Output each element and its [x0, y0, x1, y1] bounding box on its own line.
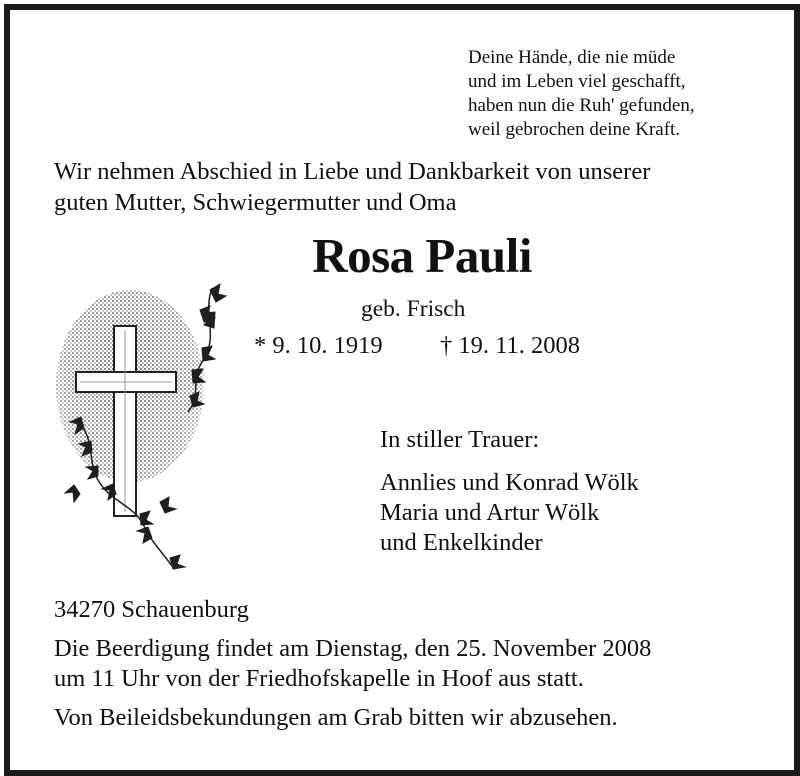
funeral-line: Die Beerdigung findet am Dienstag, den 25. November 2008: [54, 635, 652, 662]
funeral-details: [54, 634, 651, 694]
poem-line: Deine Hände, die nie müde: [468, 47, 676, 68]
poem-line: und im Leben viel geschafft,: [468, 71, 686, 92]
funeral-line: um 11 Uhr von der Friedhofskapelle in Hoof aus statt.: [54, 665, 584, 692]
mourning-heading: In stiller Trauer:: [380, 426, 540, 453]
maiden-name: geb. Frisch: [361, 296, 466, 322]
intro-line: Wir nehmen Abschied in Liebe und Dankbarkeit von unserer: [54, 158, 651, 185]
location: 34270 Schauenburg: [54, 596, 249, 623]
mourner-entry: Maria und Artur Wölk: [380, 499, 600, 526]
poem-verse: [468, 46, 695, 142]
cross-with-ivy-icon: [52, 276, 232, 580]
condolence-note: Von Beileidsbekundungen am Grab bitten wir abzusehen.: [54, 704, 618, 731]
death-date: † 19. 11. 2008: [440, 332, 580, 359]
farewell-intro: [54, 156, 650, 218]
poem-line: haben nun die Ruh' gefunden,: [468, 95, 695, 116]
deceased-name: Rosa Pauli: [312, 228, 532, 283]
intro-line: guten Mutter, Schwiegermutter und Oma: [54, 189, 457, 216]
poem-line: weil gebrochen deine Kraft.: [468, 119, 681, 140]
mourner-entry: und Enkelkinder: [380, 529, 543, 556]
mourners-list: [380, 468, 639, 558]
mourner-entry: Annlies und Konrad Wölk: [380, 469, 639, 496]
birth-date: * 9. 10. 1919: [254, 332, 383, 359]
